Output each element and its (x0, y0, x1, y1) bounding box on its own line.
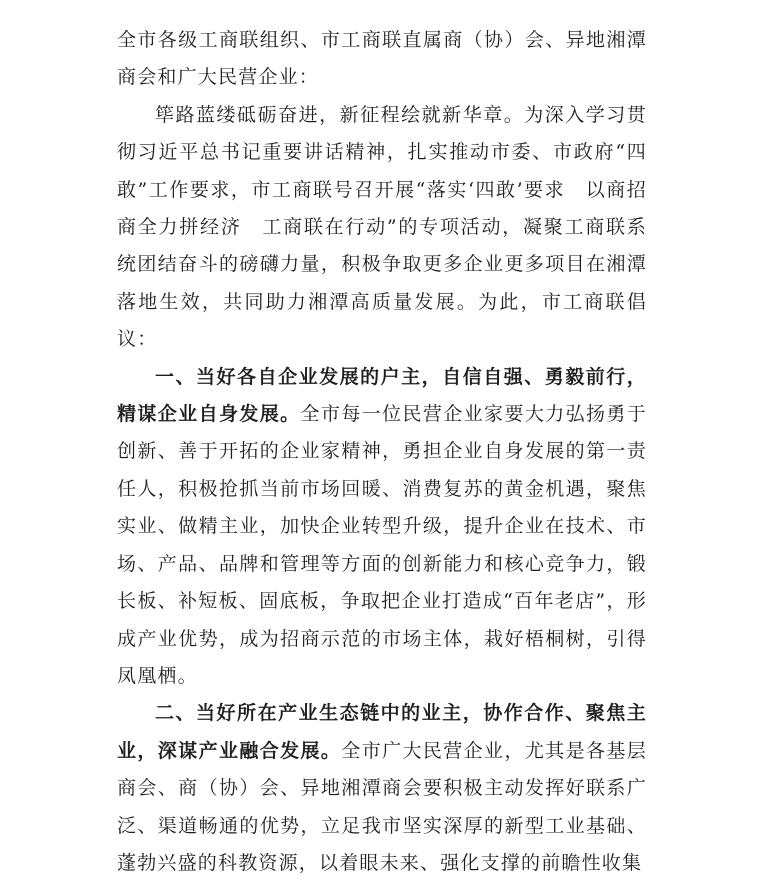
document-page (117, 22, 647, 882)
section-one-paragraph (117, 359, 647, 696)
section-one-body: 全市每一位民营企业家要大力弘扬勇于创新、善于开拓的企业家精神，勇担企业自身发展的第一责任人，积极抢抓当前市场回暖、消费复苏的黄金机遇，聚焦实业、做精主业，加快企业转型升级，提升企业在技术、市场、产品、品牌和管理等方面的创新能力和核心竞争力，锻长板、补短板、固底板，争取把企业打造成“百年老店”，形成产业优势，成为招商示范的市场主体，栽好梧桐树，引得凤凰栖。 (117, 403, 647, 687)
section-one-heading: 一、当好各自企业发展的户主，自信自强、勇毅前行，精谋企业自身发展。 (117, 365, 647, 426)
section-two-body: 全市广大民营企业，尤其是各基层商会、商（协）会、异地湘潭商会要积极主动发挥好联系广泛、渠道畅通的优势，立足我市坚实深厚的新型工业基础、蓬勃兴盛的科教资源，以着眼未来、强化支撑的前瞻性收集 (117, 739, 647, 874)
intro-paragraph: 筚路蓝缕砥砺奋进，新征程绘就新华章。为深入学习贯彻习近平总书记重要讲话精神，扎实推动市委、市政府“四敢”工作要求，市工商联号召开展“落实‘四敢’要求 以商招商全力拼经济 工商联在行动”的专项活动，凝聚工商联系统团结奋斗的磅礴力量，积极争取更多企业更多项目在湘潭落地生效，共同助力湘潭高质量发展。为此，市工商联倡议： (117, 103, 647, 351)
section-two-heading: 二、当好所在产业生态链中的业主，协作合作、聚焦主业，深谋产业融合发展。 (117, 702, 647, 762)
salutation: 全市各级工商联组织、市工商联直属商（协）会、异地湘潭商会和广大民营企业： (117, 29, 647, 89)
